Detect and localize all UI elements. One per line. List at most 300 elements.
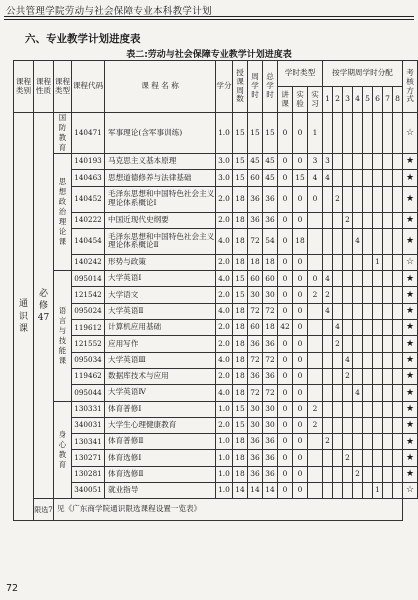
semester-cell-5	[363, 153, 373, 169]
semester-cell-3: 2	[343, 212, 353, 228]
semester-cell-6	[373, 186, 383, 212]
header-category: 课程类别	[14, 61, 34, 113]
weeks-cell: 15	[233, 417, 248, 433]
practice-cell: 0	[308, 186, 323, 212]
semester-cell-3	[343, 113, 353, 154]
header-experiment: 实验	[293, 87, 308, 113]
total-cell: 72	[263, 385, 278, 401]
practice-cell	[308, 368, 323, 384]
hours-cell: 15	[248, 113, 263, 154]
total-cell: 72	[263, 352, 278, 368]
course-name: 大学生心理健康教育	[105, 417, 216, 433]
lecture-cell: 0	[278, 466, 293, 482]
header-practice: 实习	[308, 87, 323, 113]
semester-cell-3	[343, 385, 353, 401]
vertical-char: 与	[58, 325, 67, 335]
semester-cell-1	[323, 368, 333, 384]
total-cell: 36	[263, 450, 278, 466]
semester-cell-7	[383, 170, 393, 186]
semester-cell-8	[393, 466, 403, 482]
total-cell: 36	[263, 212, 278, 228]
semester-cell-8	[393, 401, 403, 417]
semester-cell-5	[363, 113, 373, 154]
semester-cell-5	[363, 352, 373, 368]
schedule-table	[13, 60, 418, 521]
practice-cell	[308, 450, 323, 466]
exam-cell: ★	[403, 170, 418, 186]
semester-cell-4	[353, 336, 363, 352]
semester-cell-5	[363, 482, 373, 498]
semester-cell-5	[363, 170, 373, 186]
weeks-cell: 15	[233, 401, 248, 417]
total-cell: 36	[263, 434, 278, 450]
vertical-char: 身	[58, 429, 67, 439]
experiment-cell: 0	[293, 417, 308, 433]
course-code: 095024	[72, 303, 105, 319]
semester-cell-1: 4	[323, 271, 333, 287]
semester-cell-2	[333, 212, 343, 228]
weeks-cell: 18	[233, 434, 248, 450]
table-row	[14, 434, 418, 450]
semester-cell-1	[323, 212, 333, 228]
practice-cell	[308, 466, 323, 482]
credit-cell: 1.0	[216, 450, 233, 466]
semester-cell-8	[393, 336, 403, 352]
semester-cell-3	[343, 186, 353, 212]
practice-cell: 4	[308, 170, 323, 186]
semester-cell-3: 4	[343, 352, 353, 368]
vertical-char: 能	[58, 345, 67, 355]
semester-cell-8	[393, 320, 403, 336]
lecture-cell: 0	[278, 352, 293, 368]
group-cell-g5: 限选7	[34, 499, 54, 521]
table-row	[14, 271, 418, 287]
semester-cell-2	[333, 271, 343, 287]
semester-cell-6	[373, 113, 383, 154]
weeks-cell: 15	[233, 170, 248, 186]
vertical-char: 育	[58, 459, 67, 469]
total-cell: 45	[263, 153, 278, 169]
semester-cell-4	[353, 401, 363, 417]
weeks-cell: 15	[233, 113, 248, 154]
semester-cell-1	[323, 466, 333, 482]
semester-cell-7	[383, 271, 393, 287]
experiment-cell: 0	[293, 385, 308, 401]
weeks-cell: 18	[233, 385, 248, 401]
lecture-cell: 0	[278, 482, 293, 498]
table-row	[14, 466, 418, 482]
course-name: 军事理论(含军事训练)	[105, 113, 216, 154]
practice-cell	[308, 385, 323, 401]
semester-cell-5	[363, 466, 373, 482]
total-cell: 36	[263, 186, 278, 212]
table-row	[14, 212, 418, 228]
semester-cell-7	[383, 228, 393, 254]
lecture-cell: 0	[278, 287, 293, 303]
practice-cell	[308, 320, 323, 336]
semester-cell-4	[353, 434, 363, 450]
semester-cell-4	[353, 212, 363, 228]
footer-note: 见《广东商学院通识限选课程设置一览表》	[54, 499, 403, 521]
semester-cell-1	[323, 320, 333, 336]
vertical-text	[59, 306, 66, 366]
header-total: 总学时	[263, 61, 278, 113]
lecture-cell: 0	[278, 336, 293, 352]
semester-cell-5	[363, 434, 373, 450]
header-nature: 课程性质	[34, 61, 54, 113]
experiment-cell: 15	[293, 170, 308, 186]
exam-cell: ★	[403, 466, 418, 482]
semester-cell-4	[353, 417, 363, 433]
vertical-char: 修	[38, 301, 48, 312]
semester-cell-7	[383, 336, 393, 352]
weeks-cell: 14	[233, 482, 248, 498]
course-name: 大学英语Ⅲ	[105, 352, 216, 368]
hours-cell: 72	[248, 352, 263, 368]
credit-cell: 3.0	[216, 153, 233, 169]
semester-cell-1	[323, 482, 333, 498]
semester-cell-8	[393, 368, 403, 384]
lecture-cell: 0	[278, 434, 293, 450]
hours-cell: 36	[248, 466, 263, 482]
credit-cell: 2.0	[216, 287, 233, 303]
course-code: 121542	[72, 287, 105, 303]
course-name: 大学语文	[105, 287, 216, 303]
vertical-char: 通	[18, 299, 28, 310]
semester-cell-6	[373, 212, 383, 228]
total-cell: 30	[263, 417, 278, 433]
course-code: 140471	[72, 113, 105, 154]
vertical-char: 课	[58, 355, 67, 365]
experiment-cell: 0	[293, 153, 308, 169]
semester-cell-8	[393, 352, 403, 368]
semester-cell-5	[363, 336, 373, 352]
total-cell: 14	[263, 482, 278, 498]
semester-cell-4: 4	[353, 385, 363, 401]
credit-cell: 1.0	[216, 401, 233, 417]
header-semester-8: 8	[393, 87, 403, 113]
semester-cell-7	[383, 417, 393, 433]
semester-cell-4	[353, 186, 363, 212]
vertical-char: 课	[18, 323, 28, 334]
semester-cell-4	[353, 450, 363, 466]
semester-cell-8	[393, 271, 403, 287]
hours-cell: 30	[248, 417, 263, 433]
semester-cell-2	[333, 228, 343, 254]
course-name: 就业指导	[105, 482, 216, 498]
vertical-char: 心	[58, 439, 67, 449]
vertical-char: 国	[58, 113, 67, 122]
semester-cell-1	[323, 186, 333, 212]
exam-cell: ☆	[403, 254, 418, 270]
course-name: 体育选修Ⅱ	[105, 466, 216, 482]
semester-cell-4	[353, 153, 363, 169]
table-row	[14, 228, 418, 254]
credit-cell: 2.0	[216, 212, 233, 228]
table-row	[14, 352, 418, 368]
hours-cell: 36	[248, 336, 263, 352]
course-name: 体育普修Ⅰ	[105, 401, 216, 417]
semester-cell-2	[333, 352, 343, 368]
semester-cell-4	[353, 113, 363, 154]
exam-cell: ★	[403, 336, 418, 352]
weeks-cell: 15	[233, 287, 248, 303]
experiment-cell: 0	[293, 320, 308, 336]
experiment-cell: 0	[293, 212, 308, 228]
course-code: 130271	[72, 450, 105, 466]
course-name: 毛泽东思想和中国特色社会主义理论体系概论Ⅰ	[105, 186, 216, 212]
semester-cell-3	[343, 320, 353, 336]
semester-cell-7	[383, 287, 393, 303]
exam-cell: ☆	[403, 482, 418, 498]
vertical-char: 育	[58, 142, 67, 152]
semester-cell-7	[383, 368, 393, 384]
header-hours-per-week: 授课周数	[233, 61, 248, 113]
semester-cell-7	[383, 450, 393, 466]
credit-cell: 3.0	[216, 170, 233, 186]
header-semester-group: 按学期周学时分配	[323, 61, 403, 87]
semester-cell-4	[353, 482, 363, 498]
semester-cell-4	[353, 303, 363, 319]
hours-cell: 72	[248, 228, 263, 254]
semester-cell-4: 4	[353, 228, 363, 254]
semester-cell-7	[383, 212, 393, 228]
exam-cell: ★	[403, 368, 418, 384]
vertical-char: 政	[58, 197, 67, 207]
semester-cell-8	[393, 417, 403, 433]
table-row	[14, 336, 418, 352]
semester-cell-3	[343, 434, 353, 450]
semester-cell-3: 2	[343, 450, 353, 466]
semester-cell-6	[373, 450, 383, 466]
weeks-cell: 15	[233, 153, 248, 169]
weeks-cell: 18	[233, 368, 248, 384]
header-credit: 学分	[216, 61, 233, 113]
hours-cell: 18	[248, 254, 263, 270]
semester-cell-5	[363, 320, 373, 336]
weeks-cell: 18	[233, 186, 248, 212]
course-code: 340051	[72, 482, 105, 498]
course-name: 数据库技术与应用	[105, 368, 216, 384]
semester-cell-5	[363, 368, 373, 384]
table-row	[14, 303, 418, 319]
semester-cell-2	[333, 482, 343, 498]
exam-cell: ★	[403, 352, 418, 368]
practice-cell	[308, 434, 323, 450]
experiment-cell: 0	[293, 271, 308, 287]
semester-cell-7	[383, 466, 393, 482]
weeks-cell: 18	[233, 466, 248, 482]
semester-cell-6: 1	[373, 254, 383, 270]
table-row	[14, 401, 418, 417]
hours-cell: 36	[248, 368, 263, 384]
semester-cell-6	[373, 320, 383, 336]
table-caption: 表二:劳动与社会保障专业教学计划进度表	[126, 50, 292, 60]
semester-cell-6	[373, 336, 383, 352]
total-cell: 54	[263, 228, 278, 254]
lecture-cell: 42	[278, 320, 293, 336]
exam-cell: ★	[403, 153, 418, 169]
table-row	[14, 368, 418, 384]
lecture-cell: 0	[278, 228, 293, 254]
total-cell: 30	[263, 401, 278, 417]
lecture-cell: 0	[278, 368, 293, 384]
semester-cell-6	[373, 287, 383, 303]
course-name: 体育普修Ⅱ	[105, 434, 216, 450]
semester-cell-5	[363, 254, 373, 270]
weeks-cell: 18	[233, 228, 248, 254]
experiment-cell: 0	[293, 352, 308, 368]
semester-cell-7	[383, 401, 393, 417]
semester-cell-8	[393, 254, 403, 270]
course-code: 095014	[72, 271, 105, 287]
header-rule-thin	[4, 19, 414, 20]
weeks-cell: 15	[233, 271, 248, 287]
semester-cell-1	[323, 254, 333, 270]
semester-cell-1: 4	[323, 170, 333, 186]
weeks-cell: 18	[233, 254, 248, 270]
course-code: 095034	[72, 352, 105, 368]
weeks-cell: 18	[233, 212, 248, 228]
course-name: 中国近现代史纲要	[105, 212, 216, 228]
course-code: 140242	[72, 254, 105, 270]
semester-cell-2	[333, 385, 343, 401]
table-row	[14, 450, 418, 466]
course-name: 思想道德修养与法律基础	[105, 170, 216, 186]
lecture-cell: 0	[278, 417, 293, 433]
experiment-cell: 0	[293, 466, 308, 482]
exam-cell: ☆	[403, 113, 418, 154]
total-cell: 36	[263, 336, 278, 352]
semester-cell-6	[373, 401, 383, 417]
credit-cell: 2.0	[216, 320, 233, 336]
exam-cell: ★	[403, 450, 418, 466]
table-row	[14, 287, 418, 303]
semester-cell-8	[393, 170, 403, 186]
semester-cell-7	[383, 186, 393, 212]
course-code: 140222	[72, 212, 105, 228]
semester-cell-8	[393, 303, 403, 319]
practice-cell	[308, 482, 323, 498]
exam-cell: ★	[403, 186, 418, 212]
semester-cell-1: 4	[323, 303, 333, 319]
table-row	[14, 417, 418, 433]
semester-cell-2	[333, 287, 343, 303]
semester-cell-2	[333, 170, 343, 186]
semester-cell-8	[393, 434, 403, 450]
experiment-cell: 18	[293, 228, 308, 254]
course-name: 应用写作	[105, 336, 216, 352]
practice-cell	[308, 228, 323, 254]
semester-cell-7	[383, 482, 393, 498]
exam-cell: ★	[403, 434, 418, 450]
semester-cell-3	[343, 271, 353, 287]
semester-cell-4	[353, 254, 363, 270]
semester-cell-5	[363, 417, 373, 433]
practice-cell: 3	[308, 153, 323, 169]
semester-cell-8	[393, 228, 403, 254]
vertical-char: 思	[58, 177, 67, 187]
exam-cell: ★	[403, 401, 418, 417]
practice-cell	[308, 212, 323, 228]
table-row	[14, 482, 418, 498]
exam-cell: ★	[403, 212, 418, 228]
semester-cell-3	[343, 170, 353, 186]
semester-cell-2	[333, 417, 343, 433]
table-row	[14, 385, 418, 401]
total-cell: 45	[263, 170, 278, 186]
lecture-cell: 0	[278, 170, 293, 186]
lecture-cell: 0	[278, 113, 293, 154]
lecture-cell: 0	[278, 303, 293, 319]
course-name: 大学英语Ⅳ	[105, 385, 216, 401]
semester-cell-3	[343, 482, 353, 498]
semester-cell-4: 2	[353, 466, 363, 482]
semester-cell-3	[343, 417, 353, 433]
vertical-char: 语	[58, 305, 67, 315]
table-row	[14, 254, 418, 270]
group-cell-g4	[54, 401, 72, 499]
course-code: 130281	[72, 466, 105, 482]
semester-cell-1: 2	[323, 434, 333, 450]
header-semester-4: 4	[353, 87, 363, 113]
course-code: 140452	[72, 186, 105, 212]
practice-cell	[308, 303, 323, 319]
table-row	[14, 186, 418, 212]
semester-cell-7	[383, 385, 393, 401]
course-code: 119612	[72, 320, 105, 336]
semester-cell-7	[383, 303, 393, 319]
semester-cell-6	[373, 170, 383, 186]
semester-cell-7	[383, 434, 393, 450]
hours-cell: 36	[248, 212, 263, 228]
header-semester-6: 6	[373, 87, 383, 113]
table-row	[14, 170, 418, 186]
practice-cell: 2	[308, 417, 323, 433]
weeks-cell: 18	[233, 336, 248, 352]
experiment-cell: 0	[293, 368, 308, 384]
course-code: 095044	[72, 385, 105, 401]
semester-cell-3	[343, 153, 353, 169]
header-semester-5: 5	[363, 87, 373, 113]
semester-cell-4	[353, 320, 363, 336]
exam-cell: ★	[403, 320, 418, 336]
practice-cell: 2	[308, 401, 323, 417]
semester-cell-5	[363, 212, 373, 228]
header-semester-3: 3	[343, 87, 353, 113]
credit-cell: 2.0	[216, 368, 233, 384]
semester-cell-1	[323, 417, 333, 433]
semester-cell-2	[333, 303, 343, 319]
semester-cell-2: 2	[333, 186, 343, 212]
hours-cell: 60	[248, 271, 263, 287]
total-cell: 60	[263, 271, 278, 287]
exam-cell: ★	[403, 303, 418, 319]
credit-cell: 1.0	[216, 113, 233, 154]
hours-cell: 72	[248, 385, 263, 401]
semester-cell-5	[363, 303, 373, 319]
course-name: 体育选修Ⅰ	[105, 450, 216, 466]
semester-cell-6	[373, 352, 383, 368]
group-cell-g2	[54, 153, 72, 270]
semester-cell-1	[323, 401, 333, 417]
total-cell: 72	[263, 303, 278, 319]
semester-cell-2	[333, 153, 343, 169]
semester-cell-1: 2	[323, 287, 333, 303]
semester-cell-2	[333, 368, 343, 384]
experiment-cell: 0	[293, 287, 308, 303]
group-cell-g3	[54, 271, 72, 401]
